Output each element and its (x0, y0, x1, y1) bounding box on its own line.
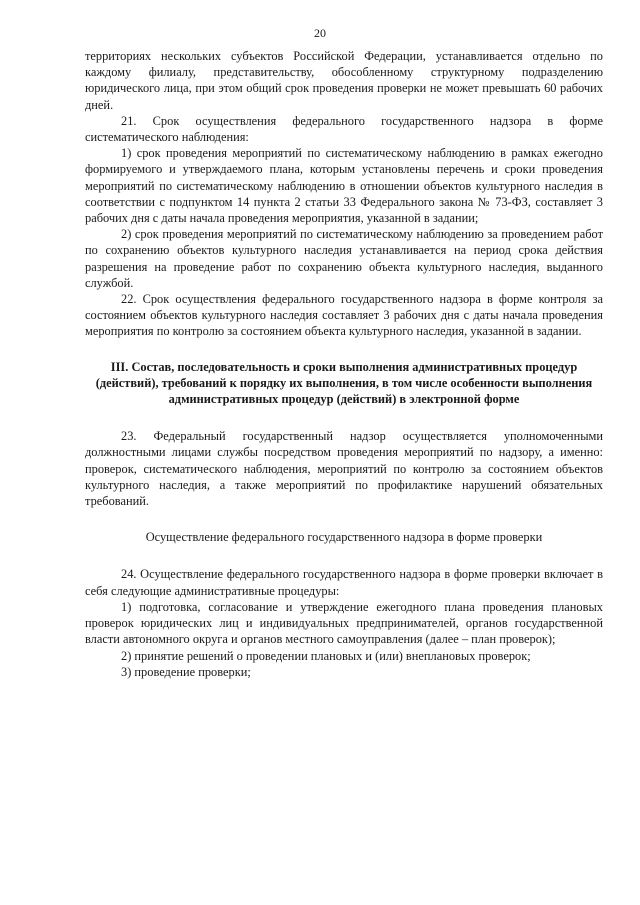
section-heading-III: III. Состав, последовательность и сроки выполнения административных процедур (действий), требований к порядку их выполнения, в том числе особенности выполнения административных процедур (действий) в электронной форме (95, 359, 593, 407)
paragraph-continuation: территориях нескольких субъектов Российской Федерации, устанавливается отдельно по каждому филиалу, представительству, обособленному структурному подразделению юридического лица, при этом общий срок проведения проверки не может превышать 60 рабочих дней. (85, 49, 603, 112)
page-number: 20 (314, 26, 326, 40)
paragraph-21: 21. Срок осуществления федерального государственного надзора в форме систематического наблюдения: (85, 113, 603, 145)
paragraph-22: 22. Срок осуществления федерального государственного надзора в форме контроля за состоянием объектов культурного наследия составляет 3 рабочих дня с даты начала проведения мероприятия по контролю за состоянием объекта культурного наследия, указанной в задании. (85, 292, 603, 339)
document-body (85, 48, 603, 680)
paragraph-24: 24. Осуществление федерального государственного надзора в форме проверки включает в себя следующие административные процедуры: (85, 567, 603, 598)
paragraph-21-item-1: 1) срок проведения мероприятий по систематическому наблюдению в рамках ежегодно формируемого и утверждаемого плана, которым установлены перечень и сроки проведения мероприятий по систематическому наблюдению в отношении объектов культурного наследия в соответствии с подпунктом 14 пункта 2 статьи 33 Федерального закона № 73-ФЗ, составляет 3 рабочих дня с даты начала проведения мероприятия, указанной в задании; (85, 146, 603, 226)
paragraph-21-item-2: 2) срок проведения мероприятий по систематическому наблюдению за проведением работ по сохранению объектов культурного наследия устанавливается на период срока действия разрешения на проведение работ по сохранению объекта культурного наследия, выданного службой. (85, 227, 603, 290)
paragraph-24-item-1: 1) подготовка, согласование и утверждение ежегодного плана проведения плановых проверок юридических лиц и индивидуальных предпринимателей, органов государственной власти автономного округа и органов местного самоуправления (далее – план проверок); (85, 599, 603, 647)
paragraph-23: 23. Федеральный государственный надзор осуществляется уполномоченными должностными лицами службы посредством проведения мероприятий по надзору, а именно: проверок, систематического наблюдения, мероприятий по контролю за состоянием объектов культурного наследия, а также мероприятий по профилактике нарушений обязательных требований. (85, 429, 603, 509)
paragraph-24-item-2: 2) принятие решений о проведении плановых и (или) внеплановых проверок; (121, 648, 531, 663)
subsection-heading: Осуществление федерального государственного надзора в форме проверки (145, 530, 543, 545)
paragraph-24-item-3: 3) проведение проверки; (121, 664, 251, 679)
